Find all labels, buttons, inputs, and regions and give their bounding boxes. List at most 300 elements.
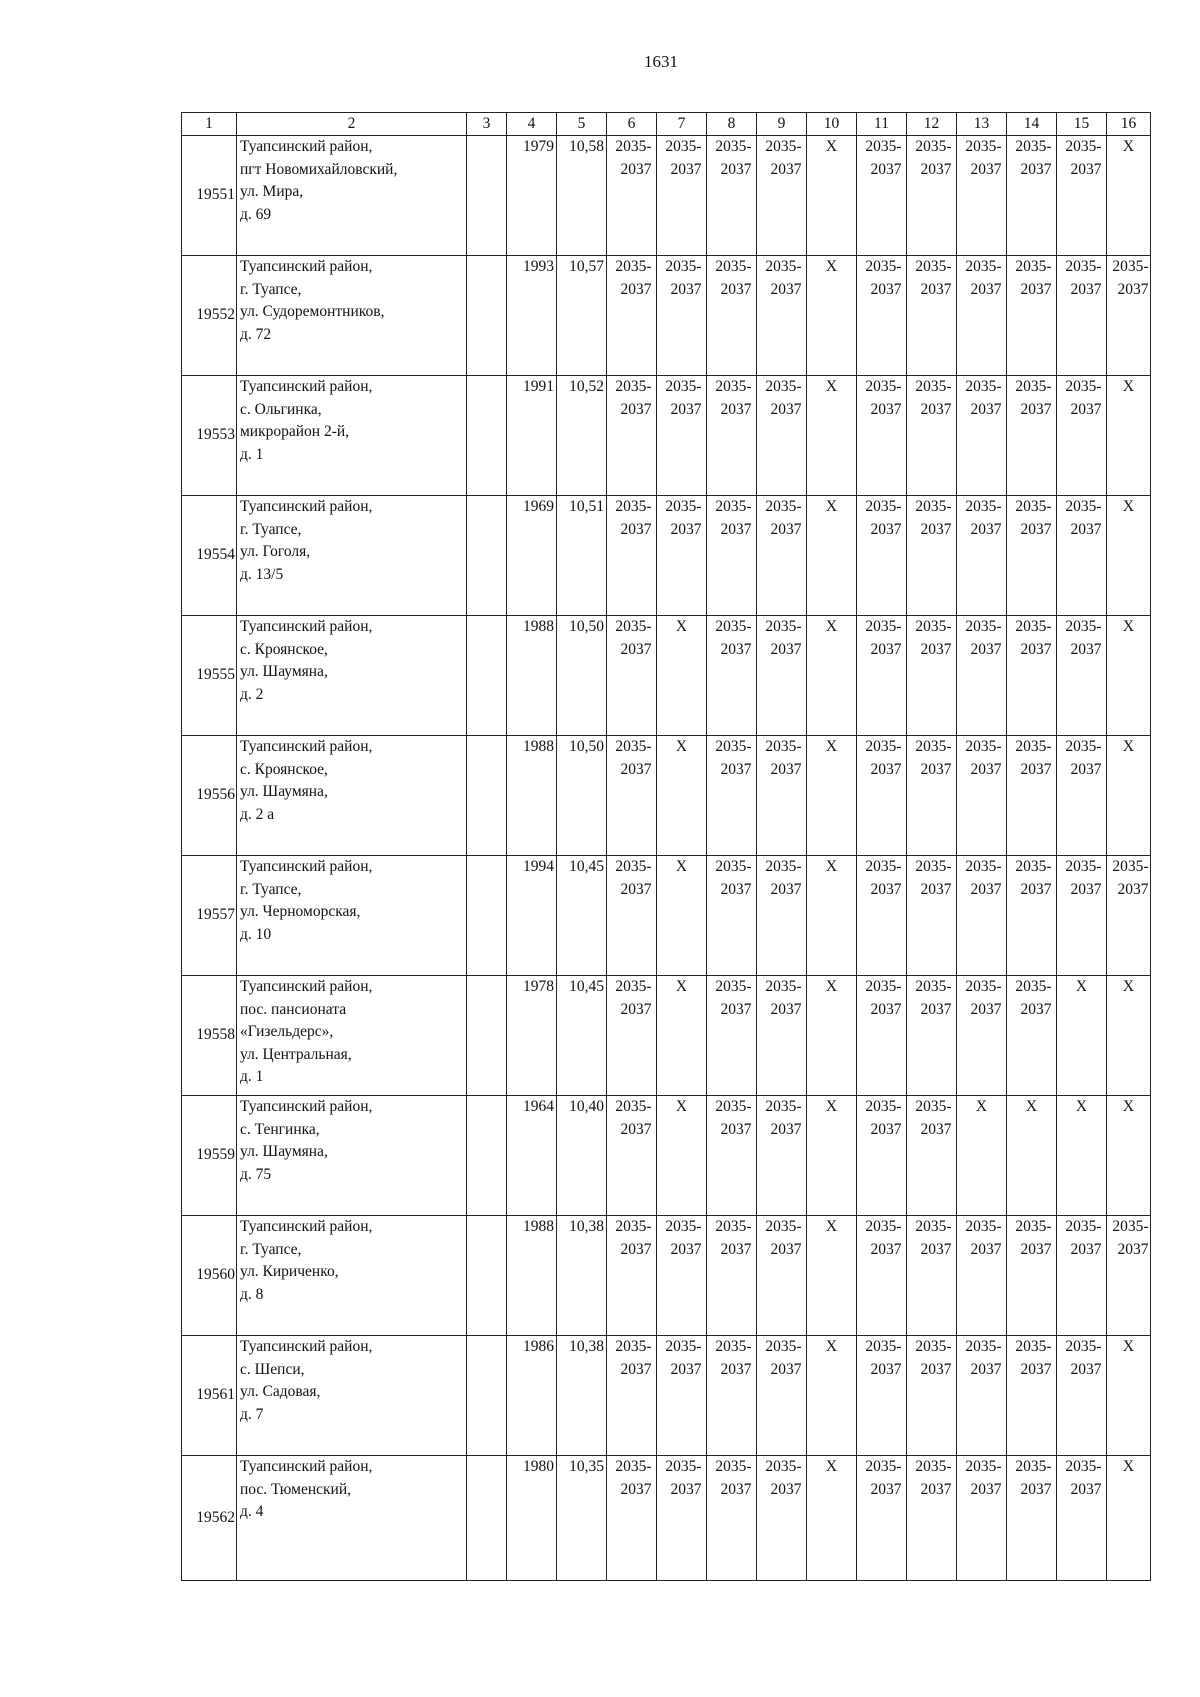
period-value: 2035-2037 <box>765 1098 802 1138</box>
column-header-14: 14 <box>1007 113 1057 136</box>
address-line: ул. Шаумяна, <box>240 663 328 680</box>
address-line: Туапсинский район, <box>240 1458 373 1475</box>
period-value: 2035-2037 <box>915 138 952 178</box>
table-row <box>182 376 1151 496</box>
period-value: 2035-2037 <box>1065 258 1102 298</box>
row-number-cell: 19559 <box>182 1096 237 1216</box>
period-cell <box>857 376 907 496</box>
period-cell <box>807 976 857 1096</box>
period-cell <box>1007 1096 1057 1216</box>
col3-cell <box>467 1336 507 1456</box>
period-cell <box>857 1456 907 1581</box>
period-cell <box>957 1336 1007 1456</box>
period-cell <box>1007 616 1057 736</box>
period-cell <box>707 376 757 496</box>
address-line: с. Кроянское, <box>240 640 328 658</box>
period-cell <box>807 1456 857 1581</box>
period-value: X <box>1122 1458 1135 1475</box>
address-line: д. 2 а <box>240 805 275 823</box>
period-value: 2035-2037 <box>1112 258 1149 298</box>
period-value: 2035-2037 <box>765 738 802 778</box>
period-value: 2035-2037 <box>865 858 902 898</box>
period-value: 2035-2037 <box>715 738 752 778</box>
period-value: 2035-2037 <box>665 498 702 538</box>
period-value: 2035-2037 <box>865 618 902 658</box>
period-value: X <box>825 1458 838 1475</box>
period-cell <box>1007 976 1057 1096</box>
period-cell <box>1107 1216 1151 1336</box>
address-line: с. Ольгинка, <box>240 400 322 418</box>
address-line: Туапсинский район, <box>240 1218 373 1235</box>
period-cell <box>1057 136 1107 256</box>
period-cell <box>1107 1456 1151 1581</box>
col3-cell <box>467 1456 507 1581</box>
period-value: 2035-2037 <box>765 978 802 1018</box>
period-value: X <box>825 858 838 875</box>
period-cell <box>957 976 1007 1096</box>
period-cell <box>657 1216 707 1336</box>
address-line: Туапсинский район, <box>240 618 373 635</box>
period-cell <box>757 376 807 496</box>
period-cell <box>807 376 857 496</box>
period-value: 2035-2037 <box>1015 618 1052 658</box>
period-cell <box>707 1216 757 1336</box>
period-cell <box>857 736 907 856</box>
column-header-9: 9 <box>757 113 807 136</box>
period-value: 2035-2037 <box>865 258 902 298</box>
address-line: микрорайон 2-й, <box>240 423 350 440</box>
value-cell: 10,50 <box>557 616 607 736</box>
period-cell <box>707 1336 757 1456</box>
period-value: 2035-2037 <box>1065 1218 1102 1258</box>
column-header-6: 6 <box>607 113 657 136</box>
period-value: 2035-2037 <box>1112 858 1149 898</box>
period-value: 2035-2037 <box>765 138 802 178</box>
table-row <box>182 976 1151 1096</box>
period-value: 2035-2037 <box>615 978 652 1018</box>
address-line: с. Тенгинка, <box>240 1120 320 1138</box>
period-value: X <box>1122 1098 1135 1115</box>
period-value: 2035-2037 <box>965 498 1002 538</box>
period-value: 2035-2037 <box>715 1338 752 1378</box>
period-value: 2035-2037 <box>865 1458 902 1498</box>
period-value: 2035-2037 <box>915 258 952 298</box>
period-cell <box>907 1216 957 1336</box>
period-cell <box>607 496 657 616</box>
value-cell: 10,58 <box>557 136 607 256</box>
period-value: 2035-2037 <box>615 1338 652 1378</box>
period-cell <box>807 736 857 856</box>
period-value: 2035-2037 <box>965 978 1002 1018</box>
period-value: X <box>1122 378 1135 395</box>
year-cell: 1978 <box>507 976 557 1096</box>
address-cell <box>237 496 467 616</box>
period-cell <box>907 856 957 976</box>
period-cell <box>857 256 907 376</box>
period-value: 2035-2037 <box>965 138 1002 178</box>
value-cell: 10,45 <box>557 856 607 976</box>
period-value: 2035-2037 <box>765 618 802 658</box>
period-cell <box>657 1336 707 1456</box>
period-cell <box>757 616 807 736</box>
address-line: д. 13/5 <box>240 565 284 583</box>
table-row <box>182 1096 1151 1216</box>
period-cell <box>807 496 857 616</box>
period-cell <box>607 136 657 256</box>
period-value: X <box>1025 1098 1038 1115</box>
period-cell <box>957 136 1007 256</box>
period-cell <box>907 136 957 256</box>
period-value: X <box>675 858 688 875</box>
period-cell <box>607 1096 657 1216</box>
period-cell <box>607 256 657 376</box>
column-header-1: 1 <box>182 113 237 136</box>
period-value: 2035-2037 <box>1065 378 1102 418</box>
address-line: Туапсинский район, <box>240 378 373 395</box>
period-value: 2035-2037 <box>915 978 952 1018</box>
period-cell <box>657 496 707 616</box>
period-value: 2035-2037 <box>665 138 702 178</box>
address-line: Туапсинский район, <box>240 978 373 995</box>
row-number-cell: 19561 <box>182 1336 237 1456</box>
period-cell <box>907 616 957 736</box>
address-line: ул. Центральная, <box>240 1045 352 1063</box>
col3-cell <box>467 736 507 856</box>
period-value: 2035-2037 <box>915 1098 952 1138</box>
period-value: 2035-2037 <box>1065 618 1102 658</box>
year-cell: 1988 <box>507 736 557 856</box>
period-value: 2035-2037 <box>615 858 652 898</box>
address-line: г. Туапсе, <box>240 1240 302 1258</box>
period-value: X <box>825 258 838 275</box>
period-cell <box>707 1096 757 1216</box>
period-cell <box>757 1096 807 1216</box>
period-value: X <box>825 138 838 155</box>
period-value: X <box>825 618 838 635</box>
period-cell <box>807 616 857 736</box>
address-line: д. 72 <box>240 325 272 343</box>
period-value: 2035-2037 <box>715 138 752 178</box>
period-value: 2035-2037 <box>1065 1338 1102 1378</box>
period-value: X <box>825 1338 838 1355</box>
period-cell <box>1107 856 1151 976</box>
col3-cell <box>467 1096 507 1216</box>
period-value: 2035-2037 <box>915 858 952 898</box>
period-value: X <box>1122 738 1135 755</box>
period-value: 2035-2037 <box>715 1098 752 1138</box>
period-cell <box>1007 496 1057 616</box>
year-cell: 1991 <box>507 376 557 496</box>
period-value: 2035-2037 <box>865 138 902 178</box>
period-cell <box>757 496 807 616</box>
row-number-cell: 19560 <box>182 1216 237 1336</box>
address-line: ул. Мира, <box>240 183 304 200</box>
column-header-7: 7 <box>657 113 707 136</box>
period-cell <box>1107 376 1151 496</box>
period-cell <box>957 616 1007 736</box>
period-cell <box>857 976 907 1096</box>
period-value: 2035-2037 <box>1015 258 1052 298</box>
period-cell <box>707 736 757 856</box>
value-cell: 10,57 <box>557 256 607 376</box>
period-value: 2035-2037 <box>665 1458 702 1498</box>
period-value: X <box>825 498 838 515</box>
address-line: Туапсинский район, <box>240 138 373 155</box>
period-cell <box>607 976 657 1096</box>
year-cell: 1993 <box>507 256 557 376</box>
address-cell <box>237 976 467 1096</box>
period-cell <box>857 1336 907 1456</box>
period-cell <box>757 976 807 1096</box>
period-value: 2035-2037 <box>715 1458 752 1498</box>
period-cell <box>907 256 957 376</box>
period-cell <box>607 376 657 496</box>
period-value: 2035-2037 <box>715 618 752 658</box>
period-cell <box>707 616 757 736</box>
address-cell <box>237 1096 467 1216</box>
period-cell <box>1007 1216 1057 1336</box>
period-value: 2035-2037 <box>865 498 902 538</box>
address-line: д. 10 <box>240 925 272 943</box>
period-value: 2035-2037 <box>865 978 902 1018</box>
period-cell <box>657 1456 707 1581</box>
period-cell <box>1057 856 1107 976</box>
period-value: 2035-2037 <box>1015 978 1052 1018</box>
period-value: 2035-2037 <box>1065 498 1102 538</box>
address-cell <box>237 376 467 496</box>
period-value: 2035-2037 <box>915 1458 952 1498</box>
year-cell: 1988 <box>507 1216 557 1336</box>
address-line: Туапсинский район, <box>240 498 373 515</box>
period-value: 2035-2037 <box>1015 1218 1052 1258</box>
period-cell <box>1107 616 1151 736</box>
value-cell: 10,38 <box>557 1336 607 1456</box>
period-cell <box>1007 256 1057 376</box>
period-value: 2035-2037 <box>1015 858 1052 898</box>
period-cell <box>957 1216 1007 1336</box>
col3-cell <box>467 976 507 1096</box>
period-value: 2035-2037 <box>915 1338 952 1378</box>
period-value: 2035-2037 <box>1065 738 1102 778</box>
col3-cell <box>467 496 507 616</box>
period-cell <box>907 496 957 616</box>
address-line: Туапсинский район, <box>240 858 373 875</box>
period-cell <box>957 256 1007 376</box>
period-cell <box>707 856 757 976</box>
period-cell <box>607 736 657 856</box>
period-value: 2035-2037 <box>615 738 652 778</box>
col3-cell <box>467 376 507 496</box>
period-cell <box>957 1456 1007 1581</box>
period-value: 2035-2037 <box>765 858 802 898</box>
column-header-11: 11 <box>857 113 907 136</box>
address-line: Туапсинский район, <box>240 1098 373 1115</box>
row-number-cell: 19552 <box>182 256 237 376</box>
period-value: 2035-2037 <box>915 378 952 418</box>
period-value: 2035-2037 <box>615 498 652 538</box>
value-cell: 10,50 <box>557 736 607 856</box>
period-value: X <box>1122 978 1135 995</box>
row-number-cell: 19558 <box>182 976 237 1096</box>
period-value: X <box>825 1098 838 1115</box>
table-row <box>182 256 1151 376</box>
period-cell <box>807 1336 857 1456</box>
address-line: г. Туапсе, <box>240 880 302 898</box>
table-row <box>182 736 1151 856</box>
period-value: 2035-2037 <box>765 258 802 298</box>
period-value: X <box>675 738 688 755</box>
period-value: 2035-2037 <box>1065 1458 1102 1498</box>
period-value: X <box>1122 498 1135 515</box>
period-value: 2035-2037 <box>1015 1338 1052 1378</box>
period-value: 2035-2037 <box>715 978 752 1018</box>
column-header-3: 3 <box>467 113 507 136</box>
address-line: ул. Шаумяна, <box>240 1143 328 1160</box>
column-header-8: 8 <box>707 113 757 136</box>
period-cell <box>807 1096 857 1216</box>
year-cell: 1969 <box>507 496 557 616</box>
address-line: д. 1 <box>240 445 264 463</box>
period-cell <box>1107 976 1151 1096</box>
period-cell <box>757 136 807 256</box>
period-value: 2035-2037 <box>1015 498 1052 538</box>
col3-cell <box>467 616 507 736</box>
period-value: 2035-2037 <box>615 138 652 178</box>
period-value: 2035-2037 <box>865 1338 902 1378</box>
period-cell <box>1007 856 1057 976</box>
period-value: 2035-2037 <box>965 258 1002 298</box>
value-cell: 10,52 <box>557 376 607 496</box>
year-cell: 1988 <box>507 616 557 736</box>
address-cell <box>237 616 467 736</box>
period-value: 2035-2037 <box>765 1458 802 1498</box>
period-cell <box>1057 496 1107 616</box>
period-value: 2035-2037 <box>765 498 802 538</box>
period-value: 2035-2037 <box>965 378 1002 418</box>
period-cell <box>907 1096 957 1216</box>
period-cell <box>807 136 857 256</box>
period-value: X <box>675 1098 688 1115</box>
period-cell <box>1007 736 1057 856</box>
period-cell <box>857 136 907 256</box>
period-cell <box>857 616 907 736</box>
row-number-cell: 19562 <box>182 1456 237 1581</box>
row-number-cell: 19557 <box>182 856 237 976</box>
period-cell <box>707 496 757 616</box>
period-cell <box>907 1336 957 1456</box>
address-cell <box>237 736 467 856</box>
period-value: 2035-2037 <box>765 378 802 418</box>
period-value: 2035-2037 <box>965 1458 1002 1498</box>
period-value: 2035-2037 <box>665 258 702 298</box>
period-value: 2035-2037 <box>1065 858 1102 898</box>
period-cell <box>1107 1096 1151 1216</box>
period-cell <box>857 1216 907 1336</box>
period-cell <box>1107 1336 1151 1456</box>
period-value: X <box>825 1218 838 1235</box>
period-value: X <box>1122 618 1135 635</box>
period-cell <box>707 136 757 256</box>
address-line: с. Шепси, <box>240 1360 305 1378</box>
period-value: 2035-2037 <box>915 618 952 658</box>
row-number-cell: 19556 <box>182 736 237 856</box>
period-cell <box>1057 1456 1107 1581</box>
housing-register-table <box>181 112 1151 1581</box>
table-row <box>182 1216 1151 1336</box>
address-line: ул. Черноморская, <box>240 903 361 920</box>
period-cell <box>857 496 907 616</box>
period-cell <box>907 1456 957 1581</box>
address-line: Туапсинский район, <box>240 1338 373 1355</box>
period-value: 2035-2037 <box>915 738 952 778</box>
period-cell <box>657 376 707 496</box>
period-cell <box>757 1216 807 1336</box>
period-value: 2035-2037 <box>665 378 702 418</box>
period-cell <box>1107 136 1151 256</box>
row-number-cell: 19551 <box>182 136 237 256</box>
period-cell <box>1057 616 1107 736</box>
period-value: X <box>1122 1338 1135 1355</box>
period-cell <box>907 976 957 1096</box>
period-cell <box>957 736 1007 856</box>
table-row <box>182 496 1151 616</box>
table-row <box>182 136 1151 256</box>
period-value: X <box>1122 138 1135 155</box>
period-cell <box>1057 376 1107 496</box>
period-value: 2035-2037 <box>665 1338 702 1378</box>
period-cell <box>607 856 657 976</box>
period-value: 2035-2037 <box>1065 138 1102 178</box>
value-cell: 10,38 <box>557 1216 607 1336</box>
year-cell: 1980 <box>507 1456 557 1581</box>
period-value: 2035-2037 <box>865 378 902 418</box>
period-value: 2035-2037 <box>965 738 1002 778</box>
period-cell <box>1057 256 1107 376</box>
period-value: 2035-2037 <box>1015 1458 1052 1498</box>
address-line: пос. Тюменский, <box>240 1480 351 1498</box>
address-cell <box>237 256 467 376</box>
address-line: г. Туапсе, <box>240 520 302 538</box>
value-cell: 10,35 <box>557 1456 607 1581</box>
period-value: 2035-2037 <box>1015 138 1052 178</box>
column-header-10: 10 <box>807 113 857 136</box>
period-value: 2035-2037 <box>965 618 1002 658</box>
value-cell: 10,40 <box>557 1096 607 1216</box>
address-line: Туапсинский район, <box>240 258 373 275</box>
address-line: ул. Гоголя, <box>240 543 311 560</box>
period-cell <box>807 1216 857 1336</box>
period-value: X <box>675 978 688 995</box>
address-line: д. 69 <box>240 205 272 223</box>
period-cell <box>957 1096 1007 1216</box>
period-cell <box>1107 256 1151 376</box>
period-value: X <box>1075 978 1088 995</box>
value-cell: 10,45 <box>557 976 607 1096</box>
address-cell <box>237 1456 467 1581</box>
page-number: 1631 <box>644 52 678 71</box>
period-value: 2035-2037 <box>665 1218 702 1258</box>
period-cell <box>657 256 707 376</box>
period-value: 2035-2037 <box>765 1218 802 1258</box>
period-cell <box>1057 736 1107 856</box>
period-cell <box>657 136 707 256</box>
year-cell: 1979 <box>507 136 557 256</box>
column-header-15: 15 <box>1057 113 1107 136</box>
period-value: 2035-2037 <box>1015 738 1052 778</box>
period-value: 2035-2037 <box>865 1218 902 1258</box>
period-value: 2035-2037 <box>715 1218 752 1258</box>
period-value: 2035-2037 <box>615 1458 652 1498</box>
